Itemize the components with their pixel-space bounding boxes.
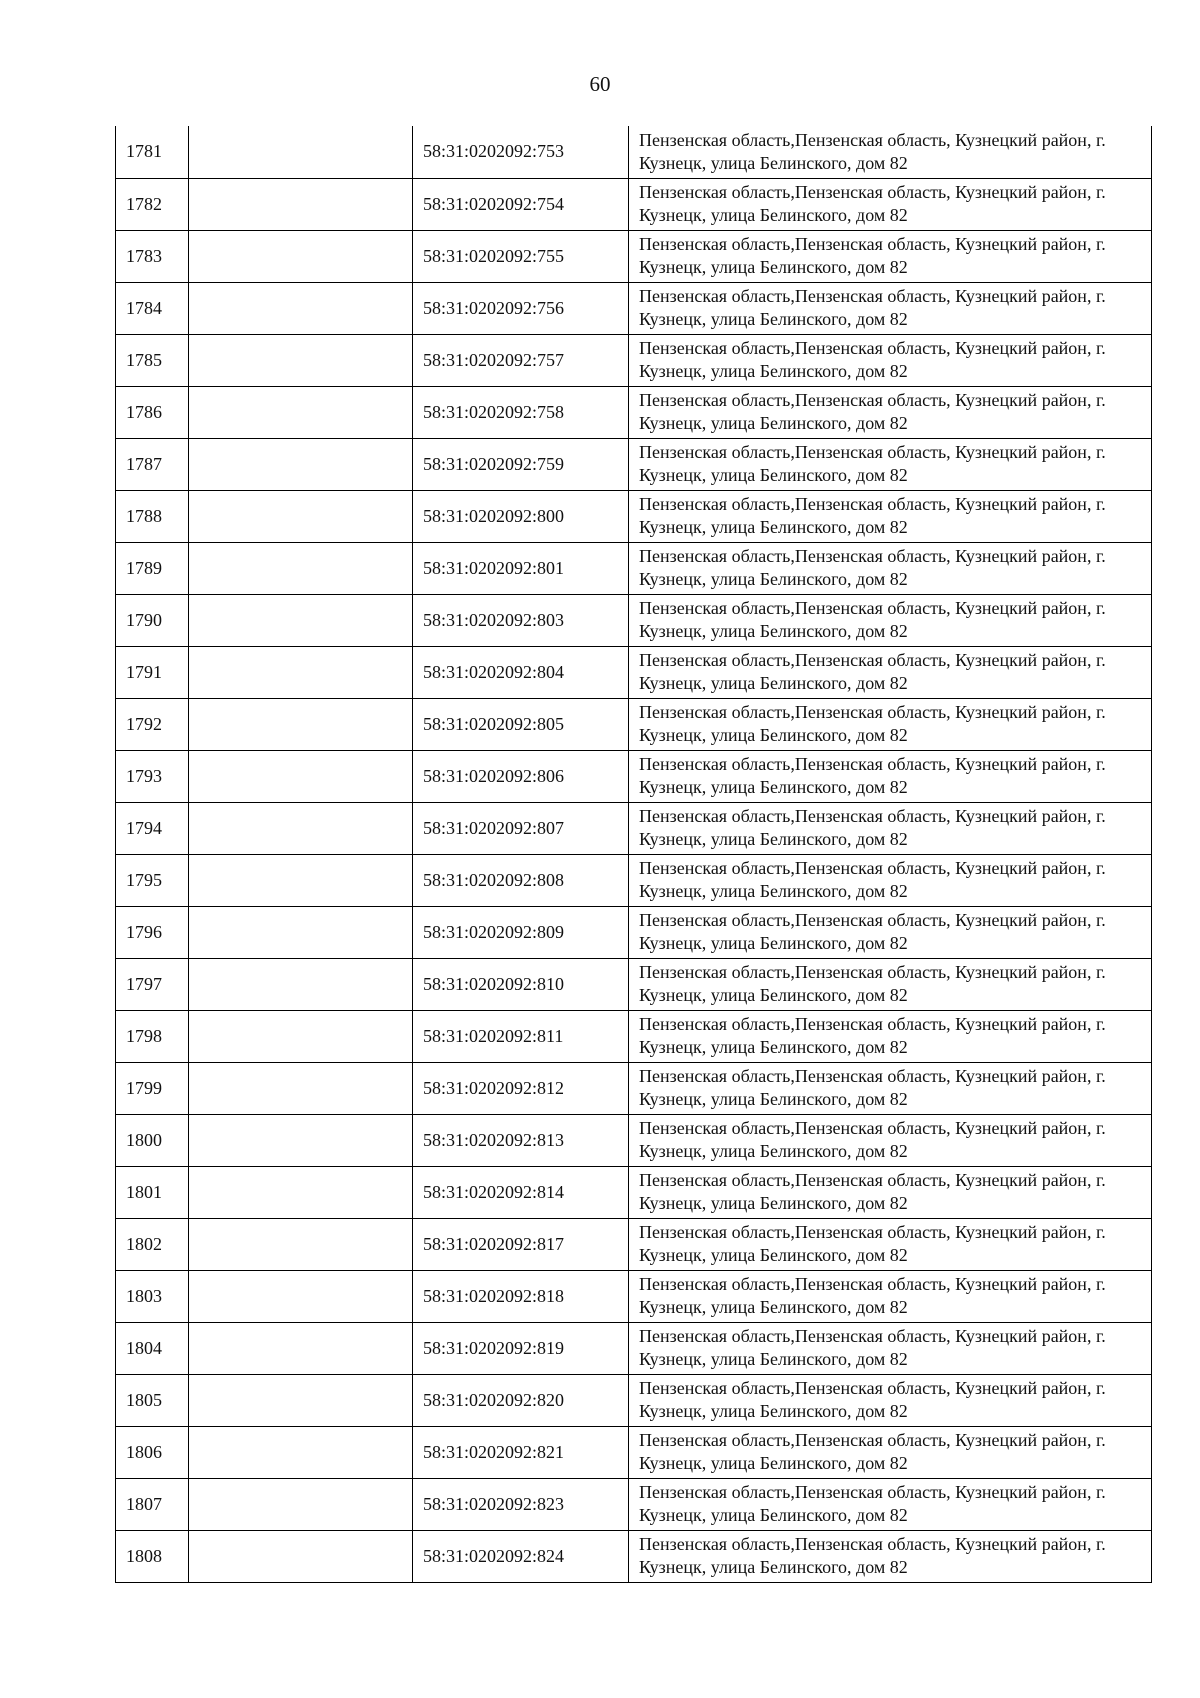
address-cell: Пензенская область,Пензенская область, Кузнецкий район, г. Кузнецк, улица Белинского, дом 82 [629,1218,1152,1270]
address-cell: Пензенская область,Пензенская область, Кузнецкий район, г. Кузнецк, улица Белинского, дом 82 [629,230,1152,282]
table-row [116,1322,1152,1374]
row-name-cell [189,750,413,802]
row-number-cell: 1798 [116,1010,189,1062]
row-number-cell: 1784 [116,282,189,334]
cadastral-number-cell: 58:31:0202092:818 [413,1270,629,1322]
cadastral-number-cell: 58:31:0202092:754 [413,178,629,230]
address-cell: Пензенская область,Пензенская область, Кузнецкий район, г. Кузнецк, улица Белинского, дом 82 [629,1010,1152,1062]
row-number-cell: 1804 [116,1322,189,1374]
cadastral-number-cell: 58:31:0202092:821 [413,1426,629,1478]
table-row [116,1010,1152,1062]
cadastral-number-cell: 58:31:0202092:800 [413,490,629,542]
row-number-cell: 1783 [116,230,189,282]
cadastral-number-cell: 58:31:0202092:757 [413,334,629,386]
row-number-cell: 1805 [116,1374,189,1426]
row-number-cell: 1797 [116,958,189,1010]
table-row [116,1270,1152,1322]
address-cell: Пензенская область,Пензенская область, Кузнецкий район, г. Кузнецк, улица Белинского, дом 82 [629,282,1152,334]
table-row [116,594,1152,646]
row-number-cell: 1801 [116,1166,189,1218]
address-cell: Пензенская область,Пензенская область, Кузнецкий район, г. Кузнецк, улица Белинского, дом 82 [629,126,1152,178]
address-cell: Пензенская область,Пензенская область, Кузнецкий район, г. Кузнецк, улица Белинского, дом 82 [629,646,1152,698]
cadastral-number-cell: 58:31:0202092:756 [413,282,629,334]
table-row [116,958,1152,1010]
row-number-cell: 1785 [116,334,189,386]
row-number-cell: 1792 [116,698,189,750]
cadastral-number-cell: 58:31:0202092:813 [413,1114,629,1166]
address-cell: Пензенская область,Пензенская область, Кузнецкий район, г. Кузнецк, улица Белинского, дом 82 [629,490,1152,542]
row-number-cell: 1789 [116,542,189,594]
row-name-cell [189,230,413,282]
address-cell: Пензенская область,Пензенская область, Кузнецкий район, г. Кузнецк, улица Белинского, дом 82 [629,906,1152,958]
address-cell: Пензенская область,Пензенская область, Кузнецкий район, г. Кузнецк, улица Белинского, дом 82 [629,542,1152,594]
table-row [116,1062,1152,1114]
row-name-cell [189,1062,413,1114]
row-name-cell [189,542,413,594]
address-cell: Пензенская область,Пензенская область, Кузнецкий район, г. Кузнецк, улица Белинского, дом 82 [629,854,1152,906]
row-number-cell: 1799 [116,1062,189,1114]
address-cell: Пензенская область,Пензенская область, Кузнецкий район, г. Кузнецк, улица Белинского, дом 82 [629,1270,1152,1322]
table-row [116,126,1152,178]
address-cell: Пензенская область,Пензенская область, Кузнецкий район, г. Кузнецк, улица Белинского, дом 82 [629,1114,1152,1166]
cadastral-number-cell: 58:31:0202092:808 [413,854,629,906]
table-row [116,178,1152,230]
table-row [116,1374,1152,1426]
address-cell: Пензенская область,Пензенская область, Кузнецкий район, г. Кузнецк, улица Белинского, дом 82 [629,334,1152,386]
address-cell: Пензенская область,Пензенская область, Кузнецкий район, г. Кузнецк, улица Белинского, дом 82 [629,1322,1152,1374]
cadastral-number-cell: 58:31:0202092:804 [413,646,629,698]
cadastral-number-cell: 58:31:0202092:823 [413,1478,629,1530]
table-row [116,1166,1152,1218]
cadastral-number-cell: 58:31:0202092:814 [413,1166,629,1218]
cadastral-number-cell: 58:31:0202092:810 [413,958,629,1010]
page-number: 60 [589,72,611,96]
row-name-cell [189,906,413,958]
row-name-cell [189,1166,413,1218]
cadastral-number-cell: 58:31:0202092:758 [413,386,629,438]
row-name-cell [189,854,413,906]
address-cell: Пензенская область,Пензенская область, Кузнецкий район, г. Кузнецк, улица Белинского, дом 82 [629,1062,1152,1114]
row-number-cell: 1788 [116,490,189,542]
table-row [116,282,1152,334]
table-row [116,1218,1152,1270]
row-name-cell [189,1270,413,1322]
row-number-cell: 1794 [116,802,189,854]
row-number-cell: 1802 [116,1218,189,1270]
property-registry-table [115,126,1152,1583]
address-cell: Пензенская область,Пензенская область, Кузнецкий район, г. Кузнецк, улица Белинского, дом 82 [629,594,1152,646]
row-number-cell: 1795 [116,854,189,906]
table-row [116,1530,1152,1582]
row-name-cell [189,334,413,386]
table-row [116,230,1152,282]
row-name-cell [189,1530,413,1582]
row-name-cell [189,1374,413,1426]
address-cell: Пензенская область,Пензенская область, Кузнецкий район, г. Кузнецк, улица Белинского, дом 82 [629,1426,1152,1478]
address-cell: Пензенская область,Пензенская область, Кузнецкий район, г. Кузнецк, улица Белинского, дом 82 [629,698,1152,750]
cadastral-number-cell: 58:31:0202092:812 [413,1062,629,1114]
row-name-cell [189,594,413,646]
cadastral-number-cell: 58:31:0202092:803 [413,594,629,646]
row-name-cell [189,490,413,542]
row-number-cell: 1793 [116,750,189,802]
row-number-cell: 1803 [116,1270,189,1322]
address-cell: Пензенская область,Пензенская область, Кузнецкий район, г. Кузнецк, улица Белинского, дом 82 [629,438,1152,490]
row-name-cell [189,282,413,334]
row-number-cell: 1782 [116,178,189,230]
address-cell: Пензенская область,Пензенская область, Кузнецкий район, г. Кузнецк, улица Белинского, дом 82 [629,1166,1152,1218]
cadastral-number-cell: 58:31:0202092:819 [413,1322,629,1374]
cadastral-number-cell: 58:31:0202092:801 [413,542,629,594]
cadastral-number-cell: 58:31:0202092:817 [413,1218,629,1270]
row-number-cell: 1791 [116,646,189,698]
row-name-cell [189,958,413,1010]
cadastral-number-cell: 58:31:0202092:805 [413,698,629,750]
row-number-cell: 1796 [116,906,189,958]
row-name-cell [189,1114,413,1166]
address-cell: Пензенская область,Пензенская область, Кузнецкий район, г. Кузнецк, улица Белинского, дом 82 [629,802,1152,854]
table-row [116,1426,1152,1478]
row-number-cell: 1790 [116,594,189,646]
row-number-cell: 1806 [116,1426,189,1478]
cadastral-number-cell: 58:31:0202092:820 [413,1374,629,1426]
row-name-cell [189,386,413,438]
address-cell: Пензенская область,Пензенская область, Кузнецкий район, г. Кузнецк, улица Белинского, дом 82 [629,1374,1152,1426]
address-cell: Пензенская область,Пензенская область, Кузнецкий район, г. Кузнецк, улица Белинского, дом 82 [629,386,1152,438]
table-row [116,1478,1152,1530]
cadastral-number-cell: 58:31:0202092:759 [413,438,629,490]
cadastral-number-cell: 58:31:0202092:824 [413,1530,629,1582]
row-name-cell [189,178,413,230]
row-name-cell [189,646,413,698]
row-name-cell [189,1426,413,1478]
table-row [116,334,1152,386]
address-cell: Пензенская область,Пензенская область, Кузнецкий район, г. Кузнецк, улица Белинского, дом 82 [629,750,1152,802]
row-name-cell [189,1010,413,1062]
row-number-cell: 1808 [116,1530,189,1582]
row-name-cell [189,802,413,854]
address-cell: Пензенская область,Пензенская область, Кузнецкий район, г. Кузнецк, улица Белинского, дом 82 [629,1530,1152,1582]
row-number-cell: 1800 [116,1114,189,1166]
row-name-cell [189,1218,413,1270]
table-row [116,542,1152,594]
table-row [116,750,1152,802]
table-row [116,698,1152,750]
row-number-cell: 1807 [116,1478,189,1530]
table-row [116,1114,1152,1166]
address-cell: Пензенская область,Пензенская область, Кузнецкий район, г. Кузнецк, улица Белинского, дом 82 [629,958,1152,1010]
cadastral-number-cell: 58:31:0202092:753 [413,126,629,178]
table-row [116,386,1152,438]
row-number-cell: 1786 [116,386,189,438]
table-row [116,490,1152,542]
row-name-cell [189,1478,413,1530]
row-number-cell: 1781 [116,126,189,178]
table-row [116,438,1152,490]
table-row [116,854,1152,906]
cadastral-number-cell: 58:31:0202092:807 [413,802,629,854]
row-name-cell [189,1322,413,1374]
cadastral-number-cell: 58:31:0202092:755 [413,230,629,282]
registry-body [116,126,1152,1582]
table-row [116,906,1152,958]
row-name-cell [189,438,413,490]
cadastral-number-cell: 58:31:0202092:806 [413,750,629,802]
table-row [116,802,1152,854]
row-name-cell [189,126,413,178]
address-cell: Пензенская область,Пензенская область, Кузнецкий район, г. Кузнецк, улица Белинского, дом 82 [629,1478,1152,1530]
cadastral-number-cell: 58:31:0202092:811 [413,1010,629,1062]
table-row [116,646,1152,698]
row-name-cell [189,698,413,750]
cadastral-number-cell: 58:31:0202092:809 [413,906,629,958]
address-cell: Пензенская область,Пензенская область, Кузнецкий район, г. Кузнецк, улица Белинского, дом 82 [629,178,1152,230]
row-number-cell: 1787 [116,438,189,490]
